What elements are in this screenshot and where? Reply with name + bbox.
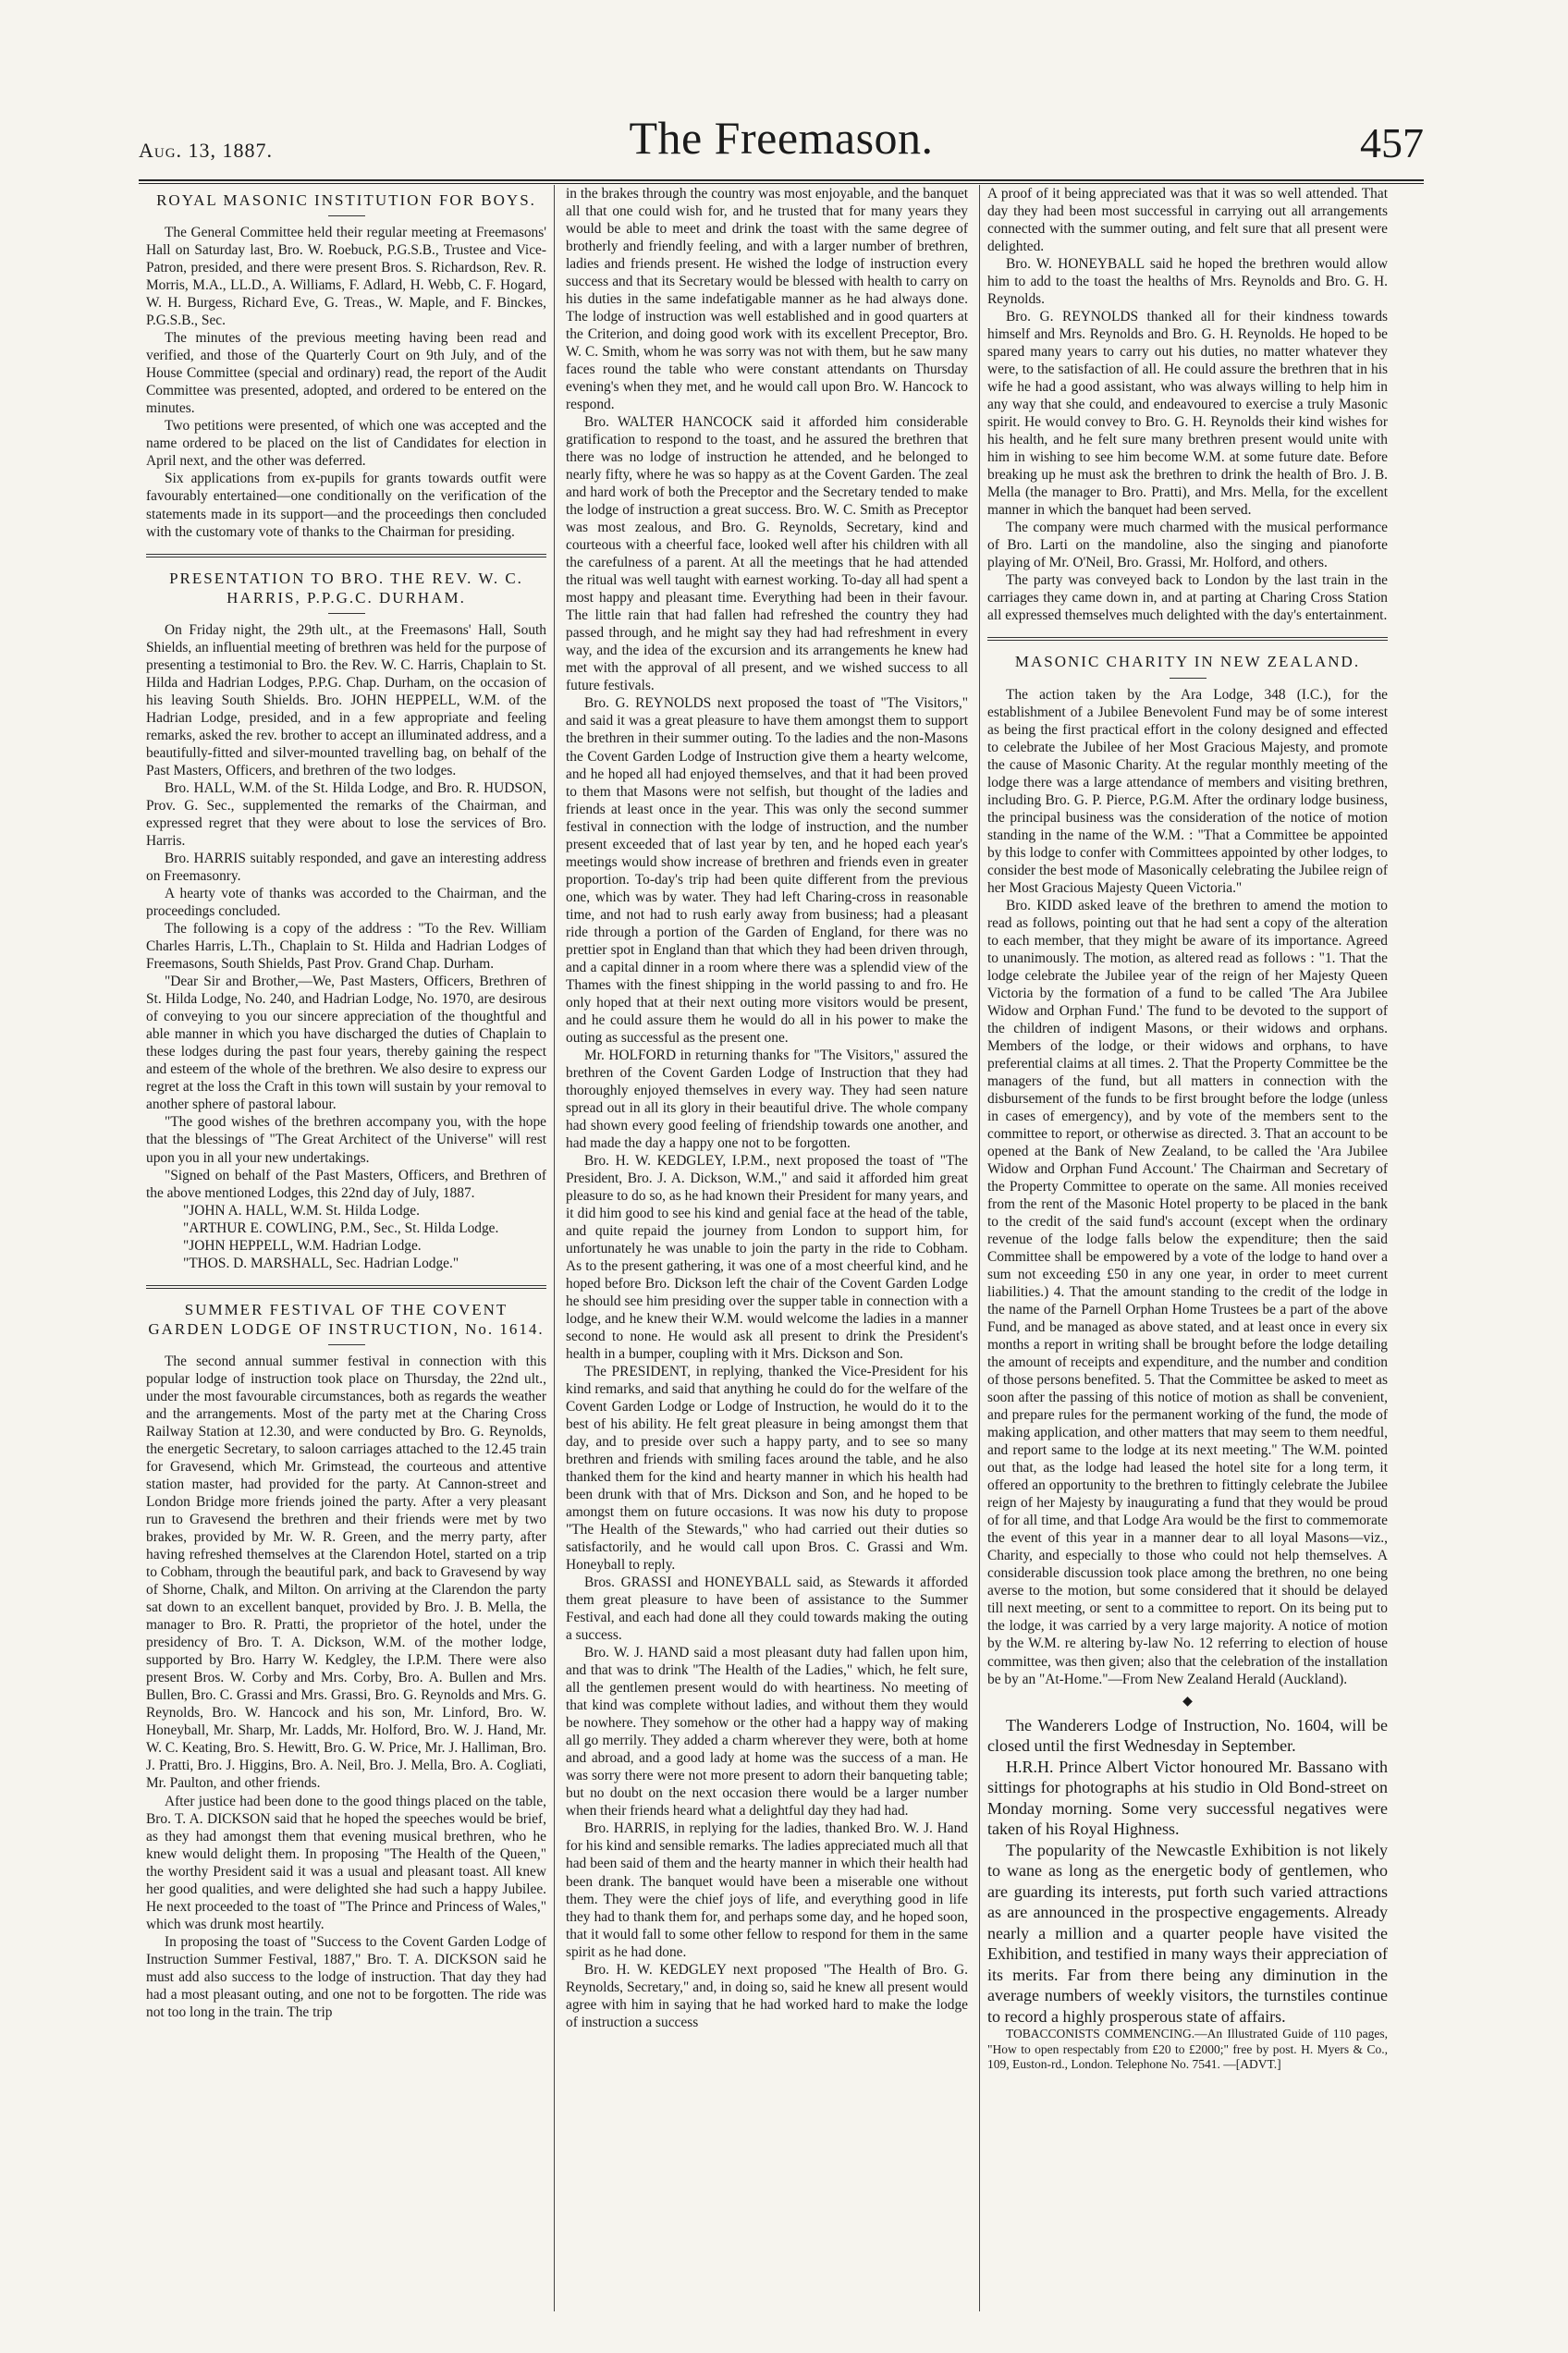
section-rule: [146, 557, 546, 558]
heading-presentation-harris: PRESENTATION TO BRO. THE REV. W. C. HARRIS, P.P.G.C. DURHAM.: [169, 569, 523, 607]
paragraph: Mr. HOLFORD in returning thanks for "The Visitors," assured the brethren of the Covent Garden Lodge of Instruction that they had thoroughly enjoyed themselves in every way. They had seen nature spread out in all its glory in their beautiful drive. The whole company had shown every good feeling of friendship towards one another, and had made the day a happy one not to be forgotten.: [566, 1047, 968, 1151]
paragraph: "Signed on behalf of the Past Masters, Officers, and Brethren of the above mentioned Lodges, this 22nd day of July, 1887.: [146, 1167, 546, 1201]
paragraph: Bro. G. REYNOLDS next proposed the toast of "The Visitors," and said it was a great pleasure to have them amongst them to support the brethren in their summer outing. To the ladies and the non-Masons the Covent Garden Lodge of Instruction give them a hearty welcome, and he hoped all had enjoyed themselves, and that it had been proved to them that Masons were not selfish, but thought of the ladies and friends at least once in the year. This was only the second summer festival in connection with the lodge of instruction, and the number present exceeded that of last year by ten, and he hoped each year's meetings would show increase of brethren and friends even in greater proportion. To-day's trip had been quite different from the previous one, which was by water. They had left Charing-cross in reasonable time, and not had to rush early away from business; had a pleasant ride through a portion of the Garden of England, for there was no prettier spot in England than that which they had been driven through, and a capital dinner in a room where there was a splendid view of the Thames with the finest shipping in the world passing to and fro. He only hoped that at their next outing more visitors would be present, and he could assure them he would do all in his power to make the outing as successful as the present one.: [566, 695, 968, 1046]
heading-masonic-charity-new-zealand: MASONIC CHARITY IN NEW ZEALAND.: [1014, 653, 1361, 671]
signature-line: "ARTHUR E. COWLING, P.M., Sec., St. Hilda Lodge.: [183, 1219, 499, 1236]
paragraph: The party was conveyed back to London by the last train in the carriages they came down in, and at parting at Charing Cross Station all expressed themselves much delighted with the day's entertainment.: [987, 572, 1388, 624]
paragraph: "Dear Sir and Brother,—We, Past Masters, Officers, Brethren of St. Hilda Lodge, No. 240, and Hadrian Lodge, No. 1970, are desirous of conveying to you our sincere appreciation of the thoughtful and able manner in which you have discharged the duties of Chaplain to these lodges during the past four years, thereby gaining the respect and esteem of the whole of the brethren. We also desire to express our regret at the loss the Craft in this town will sustain by your removal to another sphere of pastoral labour.: [146, 974, 546, 1113]
paragraph: The company were much charmed with the musical performance of Bro. Larti on the mandoline, also the singing and pianoforte playing of Mr. O'Neil, Bro. Grassi, Mr. Holford, and others.: [987, 520, 1388, 571]
paragraph: Bro. G. REYNOLDS thanked all for their kindness towards himself and Mrs. Reynolds and Bro. G. H. Reynolds. He hoped to be spared many years to carry out his duties, no matter whatever they were, to the satisfaction of all. He could assure the brethren that in his wife he had a good assistant, who was always willing to help him in any way that she could, and endeavoured to exercise a truly Masonic spirit. He would convey to Bro. G. H. Reynolds their kind wishes for his health, and he felt sure many brethren present would unite with him in wishing to see him become W.M. at some future date. Before breaking up he must ask the brethren to drink the health of Bro. J. B. Mella (the manager to Bro. Pratti), and Mrs. Mella, for the excellent manner in which the banquet had been served.: [987, 309, 1388, 519]
signature-line: "JOHN A. HALL, W.M. St. Hilda Lodge.: [183, 1202, 420, 1219]
paragraph: Bro. WALTER HANCOCK said it afforded him considerable gratification to respond to the toast, and he assured the brethren that there was no lodge of instruction he attended, and he belonged to nearly fifty, where he was so happy as at the Covent Garden. The zeal and hard work of both the Preceptor and the Secretary tended to make the lodge of instruction a great success. Bro. W. C. Smith as Preceptor was most zealous, and Bro. G. Reynolds, Secretary, kind and courteous with a cheerful face, looked well after his children with all the carefulness of a parent. At all the meetings that he had attended the ritual was well taught with earnest working. To-day all had spent a most happy and pleasant time. Everything had been in their favour. The little rain that had fallen had refreshed the country they had passed through, and he might say they had had refreshment in every way, and the idea of the excursion and its arrangements he knew had met with the approval of all present, and we wished success to all future festivals.: [566, 414, 968, 694]
section-rule: [987, 640, 1388, 641]
paragraph: Two petitions were presented, of which one was accepted and the name ordered to be placed on the list of Candidates for election in April next, and the other was deferred.: [146, 418, 546, 470]
short-rule: [328, 215, 365, 216]
paragraph: Bro. H. W. KEDGLEY, I.P.M., next proposed the toast of "The President, Bro. J. A. Dickson, W.M.," and said it afforded him great pleasure to do so, as he had known their President for many years, and it did him good to see his kind and genial face at the head of the table, and quite repaid the journey from London to support him, for unfortunately he was unable to join the party in the ride to Cobham. As to the present gathering, it was one of a most cheerful kind, and he hoped before Bro. Dickson left the chair of the Covent Garden Lodge he should see him presiding over the supper table in connection with a lodge, and he knew their W.M. would welcome the ladies in a manner second to none. He would ask all present to drink the President's health in a bumper, coupling with it Mrs. Dickson and Son.: [566, 1152, 968, 1363]
column-left: [139, 185, 554, 2311]
short-rule: [1170, 678, 1207, 679]
signature-line: "JOHN HEPPELL, W.M. Hadrian Lodge.: [183, 1237, 422, 1254]
paragraph: "The good wishes of the brethren accompany you, with the hope that the blessings of "The Great Architect of the Universe" will rest upon you in all your new undertakings.: [146, 1114, 546, 1166]
paragraph: The PRESIDENT, in replying, thanked the Vice-President for his kind remarks, and said that anything he could do for the welfare of the Covent Garden Lodge or Lodge of Instruction, he would do it to the best of his ability. He felt great pleasure in being amongst them that day, and to preside over such a happy party, and to see so many brethren and friends with smiling faces around the table, and he also thanked them for the kind and hearty manner in which his health had been drunk with that of Mrs. Dickson and Son, and he hoped to be amongst them on future occasions. It was now his duty to propose "The Health of the Stewards," who had carried out their duties so satisfactorily, and he would call upon Bros. C. Grassi and Wm. Honeyball to reply.: [566, 1364, 968, 1574]
notice-paragraph: The popularity of the Newcastle Exhibition is not likely to wane as long as the energetic body of gentlemen, who are guarding its interests, put forth such varied attractions as are announced in the prospective engagements. Already nearly a million and a quarter people have visited the Exhibition, and testified in many ways their appreciation of its merits. Far from there being any diminution in the average numbers of weekly visitors, the turnstiles continue to record a highly prosperous state of affairs.: [987, 1840, 1388, 2026]
masthead-rule: [139, 179, 1424, 184]
advertisement: TOBACCONISTS COMMENCING.—An Illustrated Guide of 110 pages, "How to open respectably from £20 to £2000;" free by post. H. Myers & Co., 109, Euston-rd., London. Telephone No. 7541. —[ADVT.]: [987, 2027, 1388, 2071]
article-columns: [139, 185, 1424, 2311]
signatures: [146, 1202, 546, 1272]
paragraph: Bro. H. W. KEDGLEY next proposed "The Health of Bro. G. Reynolds, Secretary," and, in doing so, said he knew all present would agree with him in saying that he had worked hard to make the lodge of instruction a success: [566, 1961, 968, 2030]
notice-paragraph: H.R.H. Prince Albert Victor honoured Mr. Bassano with sittings for photographs at his studio in Old Bond-street on Monday morning. Some very successful negatives were taken of his Royal Highness.: [987, 1757, 1388, 1839]
section-rule: [146, 1288, 546, 1289]
paragraph: Bro. W. HONEYBALL said he hoped the brethren would allow him to add to the toast the healths of Mrs. Reynolds and Bro. G. H. Reynolds.: [987, 256, 1388, 308]
paragraph: The General Committee held their regular meeting at Freemasons' Hall on Saturday last, Bro. W. Roebuck, P.G.S.B., Trustee and Vice-Patron, presided, and there were present Bros. S. Richardson, Rev. R. Morris, M.A., LL.D., A. Williams, F. Adlard, H. Webb, C. F. Hogard, W. H. Burgess, Richard Eve, G. Treas., W. Maple, and F. Binckes, P.G.S.B., Sec.: [146, 225, 546, 329]
paragraph: Bro. HALL, W.M. of the St. Hilda Lodge, and Bro. R. HUDSON, Prov. G. Sec., supplemented the remarks of the Chairman, and expressed regret that they were about to lose the services of Bro. Harris.: [146, 780, 546, 850]
paragraph: Bro. KIDD asked leave of the brethren to amend the motion to read as follows, pointing out that he had sent a copy of the alteration to each member, that they might be aware of its importance. Agreed to unanimously. The motion, as altered read as follows : "1. That the lodge celebrate the Jubilee year of the reign of her Majesty Queen Victoria by the formation of a fund to be called 'The Ara Jubilee Widow and Orphan Fund.' The fund to be devoted to the support of the children of indigent Masons, or their widows and orphans. Members of the lodge, or their widows and orphans, to have preferential claims at all times. 2. That the Property Committee be the managers of the fund, but all matters in connection with the disbursement of the funds to be first brought before the lodge (unless in cases of emergency), and by vote of the members sent to the committee to report, or otherwise as directed. 3. That an account to be opened at the Bank of New Zealand, to be called the 'Ara Jubilee Widow and Orphan Fund Account.' The Chairman and Secretary of the Property Committee to operate on the same. All monies received from the rent of the Masonic Hotel property to be placed in the bank to the credit of the said fund's account (except when the ordinary revenue of the lodge falls below the expenditure; then the said Committee shall be empowered by a vote of the lodge to hand over a sum not exceeding £50 in any one year, in order to meet current liabilities.) 4. That the amount standing to the credit of the lodge in the name of the Parnell Orphan Home Trustees be a part of the above Fund, and be managed as above stated, and at least once in every six months a report in writing shall be brought before the lodge detailing the amount of receipts and expenditure, and the number and condition of those persons benefited. 5. That the Committee be asked to meet as soon after the passing of this notice of motion as shall be convenient, and prepare rules for the permanent working of the fund, the mode of making application, and other matters that may seem to them needful, and report same to the lodge at its next meeting." The W.M. pointed out that, as the lodge had leased the hotel site for a long term, it offered an opportunity to the brethren to fittingly celebrate the Jubilee reign of her Majesty by inaugurating a fund that they would be proud of for all time, and that Lodge Ara would be the first to commemorate the event of this year in a manner dear to all loyal Masons—viz., Charity, and especially to those who could not help themselves. A considerable discussion took place among the brethren, no one being averse to the motion, but some considered that it should be delayed till next meeting, or sent to a committee to report. On its being put to the lodge, it was carried by a very large majority. A notice of motion by the W.M. re altering by-law No. 12 referring to election of house committee, was then given; also that the celebration of the installation be by an "At-Home."—From New Zealand Herald (Auckland).: [987, 897, 1388, 1687]
section-rule: [987, 637, 1388, 638]
paragraph: The action taken by the Ara Lodge, 348 (I.C.), for the establishment of a Jubilee Benevolent Fund may be of some interest as being the first practical effort in the colony designed and effected to celebrate the Jubilee of her Most Gracious Majesty, and promote the cause of Masonic Charity. At the regular monthly meeting of the lodge there was a large attendance of members and visiting brethren, including Bro. G. P. Pierce, P.G.M. After the ordinary lodge business, the principal business was the consideration of the notice of motion standing in the name of the W.M. : "That a Committee be appointed by this lodge to confer with Committees appointed by other lodges, to consider the best mode of Masonically celebrating the Jubilee reign of her Most Gracious Majesty Queen Victoria.": [987, 686, 1388, 896]
paragraph: A proof of it being appreciated was that it was so well attended. That day they had been most successful in carrying out all arrangements connected with the summer outing, and felt sure that all present were delighted.: [987, 186, 1388, 255]
page-number: 457: [1360, 119, 1424, 166]
short-rule: [328, 613, 365, 614]
masthead: [139, 111, 1424, 176]
column-right: [980, 185, 1395, 2311]
section-rule: [146, 1285, 546, 1286]
paragraph: Bro. HARRIS suitably responded, and gave an interesting address on Freemasonry.: [146, 851, 546, 885]
diamond-ornament-icon: ◆: [1182, 1694, 1193, 1709]
paragraph: The minutes of the previous meeting having been read and verified, and those of the Quarterly Court on 9th July, and of the House Committee (special and ordinary) read, the report of the Audit Committee was presented, adopted, and ordered to be entered on the minutes.: [146, 330, 546, 417]
column-middle: [554, 185, 980, 2311]
notice-paragraph: The Wanderers Lodge of Instruction, No. 1604, will be closed until the first Wednesday in September.: [987, 1715, 1388, 1756]
paragraph: Bro. W. J. HAND said a most pleasant duty had fallen upon him, and that was to drink "The Health of the Ladies," which, he felt sure, all the gentlemen present would do with heartiness. No meeting of that kind was complete without ladies, and without them they would be nowhere. They somehow or the other had a happy way of making all go merrily. They added a charm wherever they were, both at home and abroad, and a good lady at home was the success of a man. He was sorry there were not more present to adorn their banqueting table; but no doubt on the next occasion there would be a larger number when their friends heard what a delightful day they had had.: [566, 1645, 968, 1820]
short-rule: [328, 1344, 365, 1345]
paragraph: The second annual summer festival in connection with this popular lodge of instruction took place on Thursday, the 22nd ult., under the most favourable circumstances, both as regards the weather and the arrangements. Most of the party met at the Charing Cross Railway Station at 12.30, and were conducted by Bro. G. Reynolds, the energetic Secretary, to saloon carriages attached to the 12.45 train for Gravesend, which Mr. Grimstead, the courteous and attentive station master, had provided for the party. At Cannon-street and London Bridge more friends joined the party. After a very pleasant run to Gravesend the brethren and their friends were met by two brakes, provided by Mr. W. R. Green, and the merry party, after having refreshed themselves at the Clarendon Hotel, started on a trip to Cobham, through the beautiful park, and back to Gravesend by way of Shorne, Chalk, and Milton. On arriving at the Clarendon the party sat down to an excellent banquet, provided by Bro. J. B. Mella, the manager to Bro. R. Pratti, the proprietor of the hotel, under the presidency of Bro. T. A. Dickson, W.M. of the mother lodge, supported by Bro. Harry W. Kedgley, the I.P.M. There were also present Bros. W. Corby and Mrs. Corby, Bro. A. Bullen and Mrs. Bullen, Bro. C. Grassi and Mrs. Grassi, Bro. G. Reynolds and Mrs. G. Reynolds, Bro. W. Hancock and his son, Mr. Linford, Bro. W. Honeyball, Mr. Sharp, Mr. Ladds, Mr. Holford, Bro. W. J. Hand, Mr. W. C. Keating, Bro. S. Hewitt, Bro. G. W. Price, Mr. J. Halliman, Bro. J. Pratti, Bro. J. Higgins, Bro. A. Neil, Bro. J. Mella, Bro. A. Cogliati, Mr. Paulton, and other friends.: [146, 1354, 546, 1792]
paragraph: The following is a copy of the address : "To the Rev. William Charles Harris, L.Th., Chaplain to St. Hilda and Hadrian Lodges of Freemasons, South Shields, Past Prov. Grand Chap. Durham.: [146, 921, 546, 973]
paragraph: Bros. GRASSI and HONEYBALL said, as Stewards it afforded them great pleasure to have been of assistance to the Summer Festival, and each had done all they could towards making the outing a success.: [566, 1575, 968, 1644]
issue-date: Aug. 13, 1887.: [139, 139, 274, 162]
heading-summer-festival: SUMMER FESTIVAL OF THE COVENT GARDEN LODGE OF INSTRUCTION, No. 1614.: [148, 1300, 545, 1338]
newspaper-page: [139, 111, 1424, 2311]
paragraph: On Friday night, the 29th ult., at the Freemasons' Hall, South Shields, an influential meeting of brethren was held for the purpose of presenting a testimonial to Bro. the Rev. W. C. Harris, Chaplain to St. Hilda and Hadrian Lodges, P.P.G. Chap. Durham, on the occasion of his leaving South Shields. Bro. JOHN HEPPELL, W.M. of the Hadrian Lodge, presided, and in a few appropriate and feeling remarks, asked the rev. brother to accept an illuminated address, and a beautifully-fitted and silver-mounted travelling bag, on behalf of the Past Masters, Officers, and brethren of the two lodges.: [146, 622, 546, 779]
paragraph: After justice had been done to the good things placed on the table, Bro. T. A. DICKSON said that he hoped the speeches would be brief, as they had amongst them that evening musical brethren, who he knew would delight them. In proposing "The Health of the Queen," the worthy President said it was a usual and pleasant toast. All knew her good qualities, and were delighted she had such a happy Jubilee. He next proceeded to the toast of "The Prince and Princess of Wales," which was drunk most heartily.: [146, 1793, 546, 1932]
paragraph: Bro. HARRIS, in replying for the ladies, thanked Bro. W. J. Hand for his kind and sensible remarks. The ladies appreciated much all that had been said of them and the hearty manner in which their health had been drank. The banquet would have been a miserable one without them. They were the chief joys of life, and everything good in life they had to thank them for, and perhaps some day, and he hoped soon, that it would fall to some other fellow to respond for them in the same spirit as he had done.: [566, 1820, 968, 1960]
newspaper-title: The Freemason.: [629, 112, 934, 164]
paragraph: In proposing the toast of "Success to the Covent Garden Lodge of Instruction Summer Festival, 1887," Bro. T. A. DICKSON said he must add also success to the lodge of instruction. That day they had had a most pleasant outing, and one not to be forgotten. The ride was not too long in the train. The trip: [146, 1933, 546, 2020]
signature-line: "THOS. D. MARSHALL, Sec. Hadrian Lodge.": [183, 1255, 459, 1271]
heading-masonic-institution-boys: ROYAL MASONIC INSTITUTION FOR BOYS.: [156, 191, 536, 209]
paragraph: Six applications from ex-pupils for grants towards outfit were favourably entertained—one conditionally on the verification of the statements made in its support—and the proceedings then concluded with the customary vote of thanks to the Chairman for presiding.: [146, 471, 546, 540]
paragraph: in the brakes through the country was most enjoyable, and the banquet all that one could wish for, and he trusted that for many years they would be able to meet and drink the toast with the same degree of brotherly and friendly feeling, and with a larger number of brethren, ladies and friends present. He wished the lodge of instruction every success and that its Secretary would be blessed with health to carry on his duties in the same indefatigable manner as he had always done. The lodge of instruction was well established and in good quarters at the Criterion, and doing good work with its excellent Preceptor, Bro. W. C. Smith, whom he was sorry was not with them, but he saw many faces round the table who were constant attendants on Thursday evening's when they met, and he would call upon Bro. W. Hancock to respond.: [566, 186, 968, 413]
paragraph: A hearty vote of thanks was accorded to the Chairman, and the proceedings concluded.: [146, 886, 546, 920]
section-rule: [146, 554, 546, 555]
